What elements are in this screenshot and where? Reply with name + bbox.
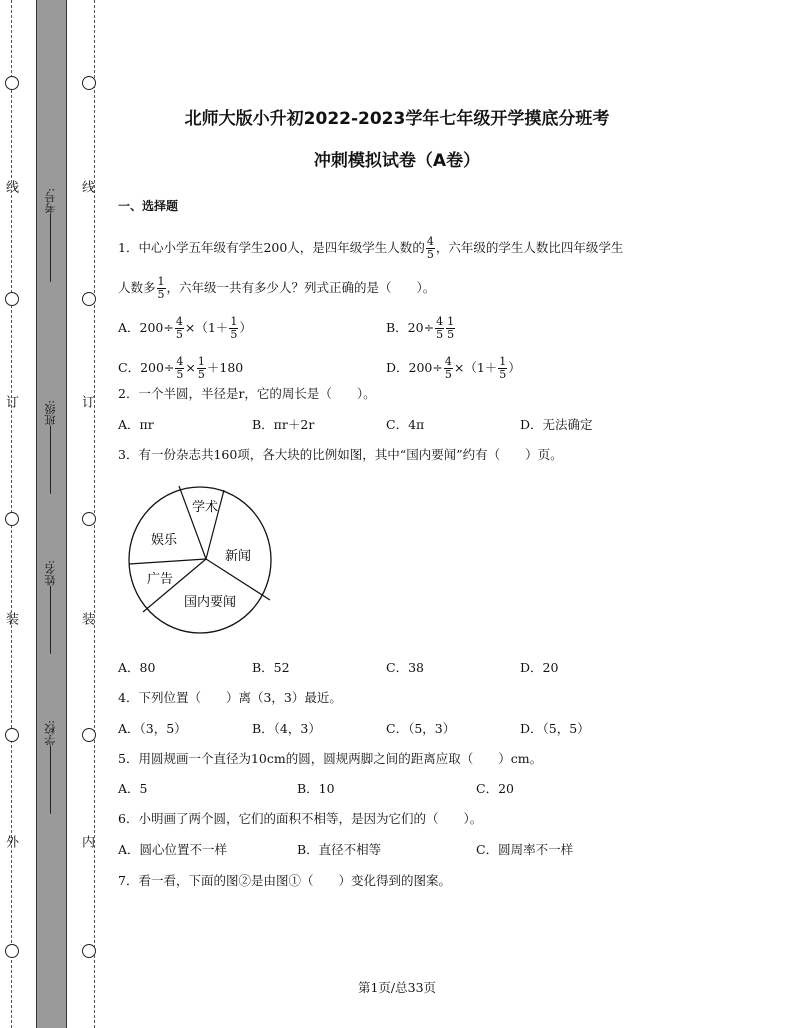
- question-1-line1: 1．中心小学五年级有学生200人，是四年级学生人数的 $\frac{4}{5}$ ，六年级的学生人数比四年级学生: [118, 235, 624, 261]
- binding-char: 装: [79, 612, 94, 625]
- option-1b[interactable]: B．20÷ $\frac{4}{5}$ $\frac{1}{5}$: [386, 315, 455, 341]
- binding-char: 内: [79, 835, 94, 848]
- pie-label: 国内要闻: [183, 595, 237, 610]
- binding-margin: [0, 0, 100, 1028]
- binding-char: 订: [3, 395, 18, 408]
- question-3: 3．有一份杂志共160项，各大块的比例如图，其中“国内要闻”约有（ ）页。: [118, 447, 563, 462]
- option-1a[interactable]: A．200÷ $\frac{4}{5}$ ×（1＋ $\frac{1}{5}$ ）: [118, 315, 252, 341]
- binding-char: 线: [3, 180, 18, 193]
- binding-hole: [82, 728, 96, 742]
- binding-hole: [5, 944, 19, 958]
- binding-line: [66, 0, 67, 1028]
- class-field[interactable]: [42, 400, 60, 496]
- pie-label: 学术: [191, 500, 219, 515]
- name-field[interactable]: [42, 560, 60, 656]
- option-6c[interactable]: C．圆周率不一样: [476, 842, 574, 857]
- option-5b[interactable]: B．10: [297, 781, 335, 796]
- option-4b[interactable]: B．（4，3）: [252, 721, 321, 736]
- question-1-line2: 人数多 $\frac{1}{5}$ ，六年级一共有多少人？列式正确的是（ ）。: [118, 275, 436, 301]
- option-5a[interactable]: A．5: [118, 781, 148, 796]
- option-5c[interactable]: C．20: [476, 781, 514, 796]
- option-6b[interactable]: B．直径不相等: [297, 842, 382, 857]
- question-4: 4．下列位置（ ）离（3，3）最近。: [118, 690, 342, 705]
- option-3a[interactable]: A．80: [118, 660, 156, 675]
- binding-gray-bar: [36, 0, 66, 1028]
- binding-hole: [82, 944, 96, 958]
- question-5: 5．用圆规画一个直径为10cm的圆，圆规两脚之间的距离应取（ ）cm。: [118, 751, 543, 766]
- pie-chart: [124, 482, 276, 638]
- question-2: 2．一个半圆，半径是r，它的周长是（ ）。: [118, 386, 376, 401]
- binding-char: 线: [79, 180, 94, 193]
- binding-char: 装: [3, 612, 18, 625]
- option-2b[interactable]: B．πr＋2r: [252, 417, 315, 432]
- option-2a[interactable]: A．πr: [118, 417, 154, 432]
- pie-label: 新闻: [224, 549, 252, 564]
- page-title: 北师大版小升初2022-2023学年七年级开学摸底分班考: [184, 109, 610, 129]
- binding-line: [36, 0, 37, 1028]
- field-label: 学校:: [44, 720, 57, 746]
- option-2d[interactable]: D．无法确定: [520, 417, 593, 432]
- option-3b[interactable]: B．52: [252, 660, 290, 675]
- binding-hole: [5, 728, 19, 742]
- pie-label: 娱乐: [150, 533, 178, 548]
- option-3c[interactable]: C．38: [386, 660, 424, 675]
- binding-hole: [82, 292, 96, 306]
- binding-hole: [82, 76, 96, 90]
- option-3d[interactable]: D．20: [520, 660, 559, 675]
- binding-hole: [5, 292, 19, 306]
- binding-char: 外: [3, 835, 18, 848]
- binding-hole: [82, 512, 96, 526]
- field-label: 姓名:: [44, 560, 57, 586]
- page-number: 第1页/总33页: [357, 980, 437, 995]
- school-field[interactable]: [42, 720, 60, 816]
- section-heading: 一、选择题: [118, 199, 179, 213]
- question-7: 7．看一看，下面的图②是由图①（ ）变化得到的图案。: [118, 873, 451, 888]
- option-2c[interactable]: C．4π: [386, 417, 425, 432]
- question-6: 6．小明画了两个圆，它们的面积不相等，是因为它们的（ ）。: [118, 811, 483, 826]
- option-1c[interactable]: C．200÷ $\frac{4}{5}$ × $\frac{1}{5}$ ＋180: [118, 355, 244, 381]
- pie-label: 广告: [146, 572, 174, 587]
- binding-char: 订: [79, 395, 94, 408]
- binding-hole: [5, 512, 19, 526]
- option-4c[interactable]: C．（5，3）: [386, 721, 456, 736]
- field-label: 班级:: [44, 400, 57, 426]
- option-6a[interactable]: A．圆心位置不一样: [118, 842, 228, 857]
- option-4d[interactable]: D．（5，5）: [520, 721, 590, 736]
- exam-number-field[interactable]: [42, 188, 60, 284]
- field-label: 考号:: [44, 188, 57, 214]
- option-1d[interactable]: D．200÷ $\frac{4}{5}$ ×（1＋ $\frac{1}{5}$ ）: [386, 355, 521, 381]
- binding-hole: [5, 76, 19, 90]
- page-subtitle: 冲刺模拟试卷（A卷）: [313, 151, 481, 171]
- fraction: $\frac{1}{5}$: [157, 275, 165, 301]
- fraction: $\frac{4}{5}$: [426, 235, 434, 261]
- option-4a[interactable]: A．（3，5）: [118, 721, 187, 736]
